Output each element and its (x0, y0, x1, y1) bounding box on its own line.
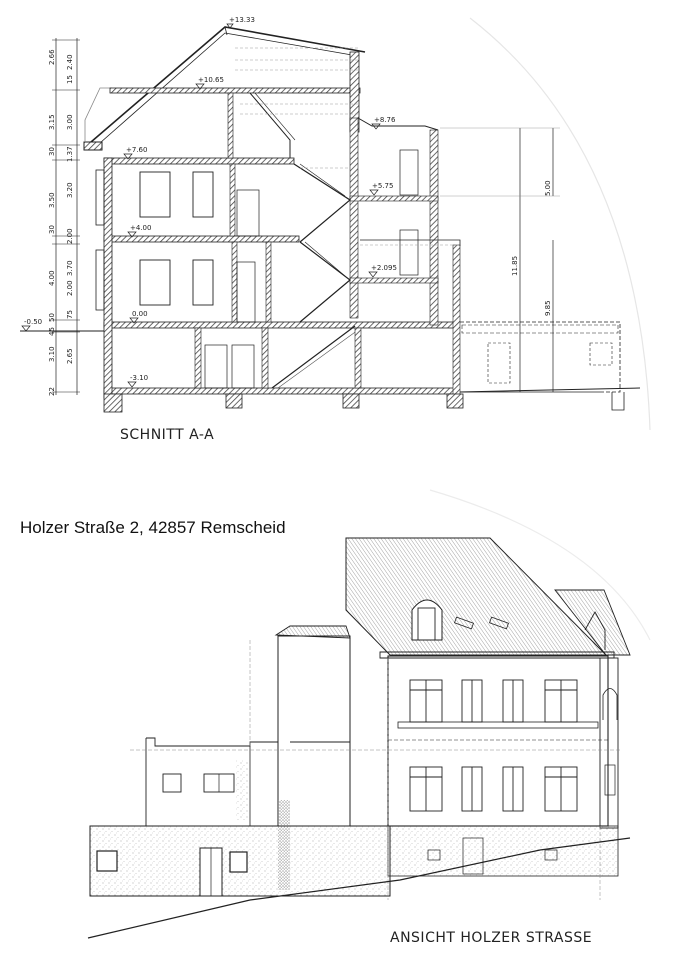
svg-text:5.00: 5.00 (544, 180, 552, 196)
svg-text:11.85: 11.85 (511, 255, 519, 276)
tower-block (278, 636, 350, 826)
svg-text:3.50: 3.50 (48, 192, 56, 208)
svg-text:2.00: 2.00 (66, 280, 74, 296)
level-10-65: +10.65 (198, 76, 224, 84)
level-minus-3-10: -3.10 (130, 374, 149, 382)
svg-text:22: 22 (48, 387, 56, 396)
section-caption: SCHNITT A-A (120, 427, 215, 443)
svg-text:2.66: 2.66 (48, 49, 56, 65)
svg-text:2.40: 2.40 (66, 54, 74, 70)
svg-text:3.70: 3.70 (66, 260, 74, 276)
elevation-drawing (88, 538, 630, 938)
main-facade (388, 656, 608, 826)
left-dimension-labels (48, 49, 74, 396)
svg-text:9.85: 9.85 (544, 300, 552, 316)
svg-text:15: 15 (66, 75, 74, 84)
svg-text:3.10: 3.10 (48, 346, 56, 362)
roof-outline (84, 27, 365, 148)
window-mid-1 (140, 260, 170, 305)
svg-text:45: 45 (48, 327, 56, 336)
stair-lower (300, 242, 350, 322)
svg-text:30: 30 (48, 225, 56, 234)
level-2-095: +2.095 (371, 264, 397, 272)
upper-windows (410, 680, 577, 722)
window-upper-2 (193, 172, 213, 217)
svg-text:75: 75 (66, 310, 74, 319)
elevation-caption: ANSICHT HOLZER STRASSE (390, 930, 593, 946)
svg-text:3.00: 3.00 (66, 114, 74, 130)
svg-text:2.00: 2.00 (66, 228, 74, 244)
svg-text:3.20: 3.20 (66, 182, 74, 198)
section-drawing (20, 27, 640, 412)
level-4-00: +4.00 (130, 224, 152, 232)
stair-upper (250, 93, 290, 158)
window-upper-1 (140, 172, 170, 217)
svg-text:1.37: 1.37 (66, 146, 74, 162)
middle-windows (410, 767, 577, 811)
address-label: Holzer Straße 2, 42857 Remscheid (20, 518, 286, 537)
dormer (412, 600, 442, 640)
level-8-76: +8.76 (374, 116, 396, 124)
stair-mid (294, 164, 350, 242)
svg-text:30: 30 (48, 147, 56, 156)
svg-text:4.00: 4.00 (48, 270, 56, 286)
scan-edge-arc (470, 18, 650, 430)
level-5-75: +5.75 (372, 182, 394, 190)
level-13-33: +13.33 (229, 16, 255, 24)
stair-basement (272, 326, 355, 388)
svg-text:50: 50 (48, 313, 56, 322)
level-0-00: 0.00 (132, 310, 148, 318)
window-mid-2 (193, 260, 213, 305)
svg-text:3.15: 3.15 (48, 114, 56, 130)
level-minus-0-50: -0.50 (24, 318, 43, 326)
level-7-60: +7.60 (126, 146, 148, 154)
svg-text:2.65: 2.65 (66, 348, 74, 364)
right-dimension-labels (511, 180, 552, 316)
